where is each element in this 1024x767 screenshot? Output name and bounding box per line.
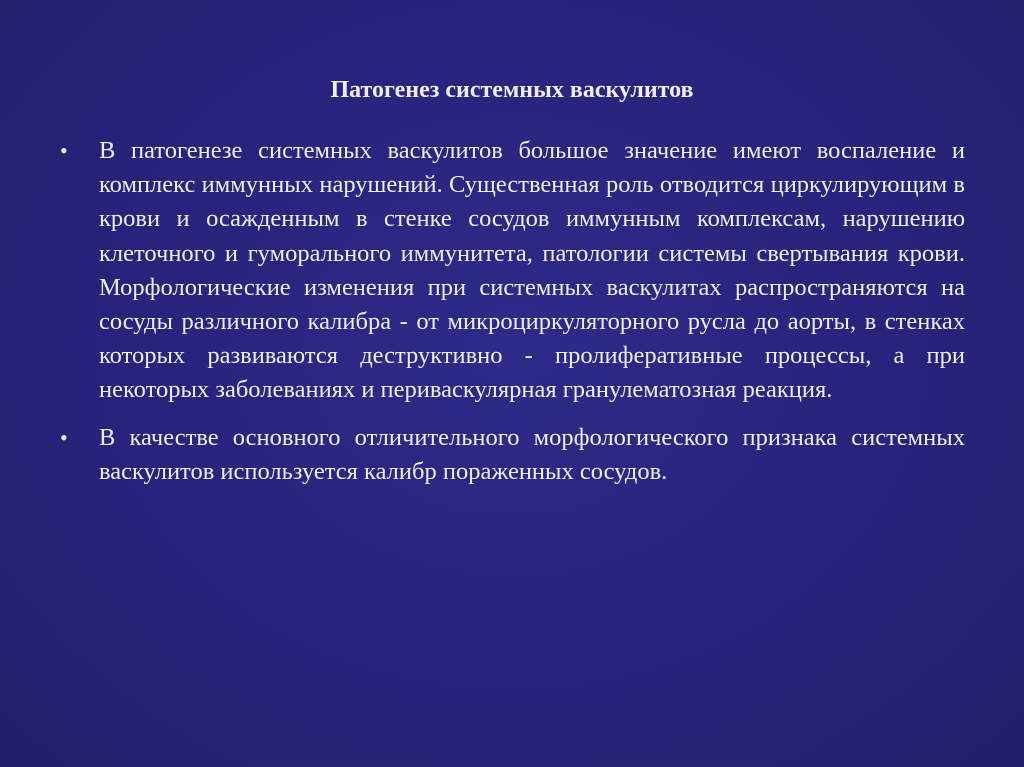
slide-body bbox=[0, 134, 1024, 489]
bullet-text: В патогенезе системных васкулитов большое значение имеют воспаление и комплекс иммунных нарушений. Существенная роль отводится циркулирующим в крови и осажденным в стенке сосудов иммунным комплексам, нарушению клеточного и гуморального иммунитета, патологии системы свертывания крови. Морфологические изменения при системных васкулитах распространяются на сосуды различного калибра - от микроциркуляторного русла до аорты, в стенках которых развиваются деструктивно - пролиферативные процессы, а при некоторых заболеваниях и периваскулярная гранулематозная реакция. bbox=[99, 137, 965, 404]
bullet-item-1 bbox=[0, 134, 1024, 408]
bullet-text: В качестве основного отличительного морфологического признака системных васкулитов используется калибр пораженных сосудов. bbox=[99, 423, 965, 485]
bullet-item-2 bbox=[0, 421, 1024, 489]
slide-title: Патогенез системных васкулитов bbox=[330, 77, 694, 103]
bullet-marker: • bbox=[60, 138, 68, 163]
bullet-marker: • bbox=[60, 424, 68, 450]
